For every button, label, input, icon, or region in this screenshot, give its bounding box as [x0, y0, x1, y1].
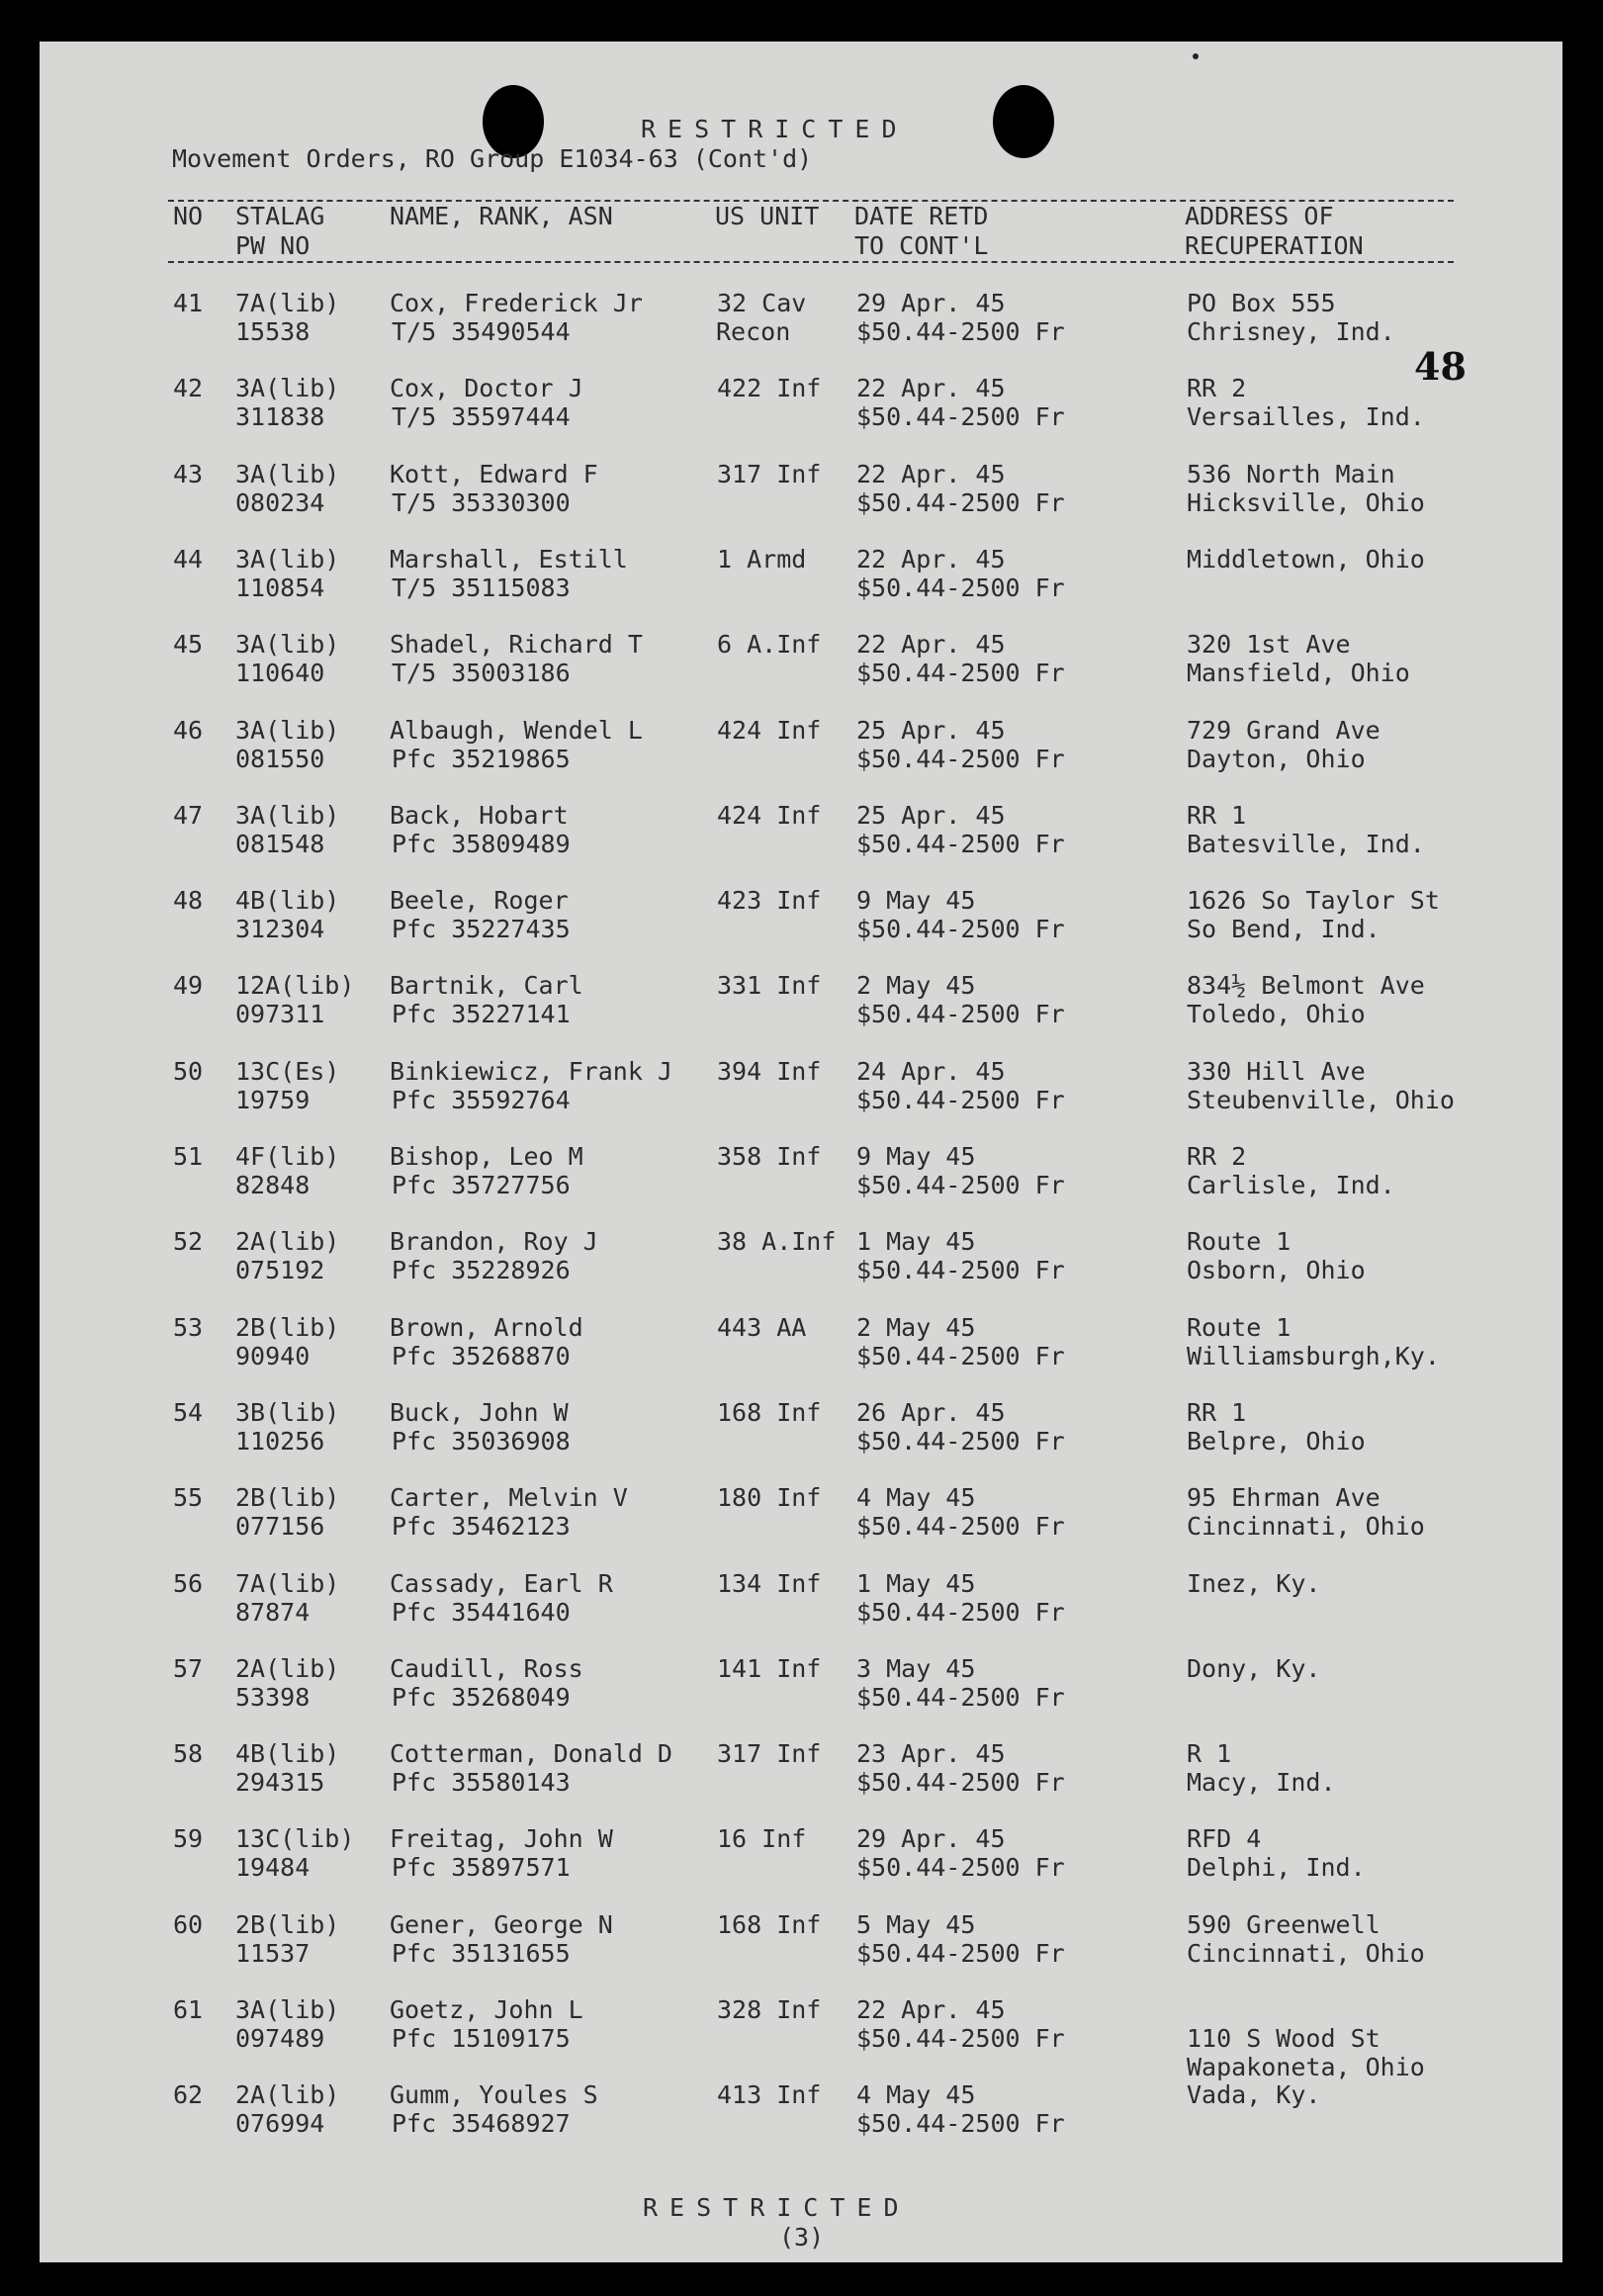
row-date: 22 Apr. 45: [856, 544, 1006, 574]
row-unit: 443 AA: [717, 1312, 807, 1342]
row-rank-asn: Pfc 35727756: [392, 1171, 571, 1199]
row-pw-no: 110256: [235, 1426, 325, 1456]
row-date: 9 May 45: [856, 886, 976, 916]
row-unit: 6 A.Inf: [717, 630, 822, 660]
row-no: 53: [173, 1312, 204, 1342]
row-date: 1 May 45: [856, 1227, 976, 1257]
row-stalag: 7A(lib): [235, 1568, 340, 1598]
row-stalag: 4F(lib): [235, 1142, 340, 1171]
row-rank-asn: Pfc 35036908: [392, 1426, 571, 1456]
row-unit: 180 Inf: [717, 1483, 822, 1513]
row-pay: $50.44-2500 Fr: [856, 487, 1065, 517]
col-no: NO: [173, 202, 204, 230]
row-unit: 424 Inf: [717, 800, 822, 830]
row-no: 46: [173, 715, 204, 745]
row-no: 62: [173, 2080, 204, 2110]
row-pay: $50.44-2500 Fr: [856, 573, 1065, 602]
col-address-2: RECUPERATION: [1185, 231, 1364, 260]
row-address-2: Belpre, Ohio: [1187, 1426, 1366, 1456]
row-no: 47: [173, 800, 204, 830]
row-no: 61: [173, 1995, 204, 2024]
row-stalag: 3A(lib): [235, 544, 340, 574]
row-stalag: 2A(lib): [235, 2080, 340, 2110]
col-name: NAME, RANK, ASN: [390, 202, 613, 230]
row-pw-no: 075192: [235, 1256, 325, 1285]
row-date: 25 Apr. 45: [856, 800, 1006, 830]
row-pay: $50.44-2500 Fr: [856, 659, 1065, 688]
row-pay: $50.44-2500 Fr: [856, 744, 1065, 773]
row-address-1: 834½ Belmont Ave: [1187, 971, 1425, 1001]
row-address-1: 590 Greenwell: [1187, 1909, 1380, 1939]
row-pw-no: 081548: [235, 829, 325, 858]
row-address-2: Cincinnati, Ohio: [1187, 1512, 1425, 1542]
footer-restricted: RESTRICTED: [643, 2193, 911, 2222]
row-rank-asn: T/5 35597444: [392, 402, 571, 432]
row-no: 54: [173, 1397, 204, 1427]
col-stalag: STALAG: [235, 202, 325, 230]
row-unit: 134 Inf: [717, 1568, 822, 1598]
row-pw-no: 080234: [235, 487, 325, 517]
row-rank-asn: Pfc 35462123: [392, 1512, 571, 1542]
row-name: Cassady, Earl R: [390, 1568, 613, 1598]
row-unit: 317 Inf: [717, 459, 822, 488]
row-stalag: 3B(lib): [235, 1397, 340, 1427]
row-pw-no: 53398: [235, 1682, 311, 1712]
row-pay: $50.44-2500 Fr: [856, 1426, 1065, 1456]
row-pw-no: 90940: [235, 1341, 311, 1370]
row-unit: 423 Inf: [717, 886, 822, 916]
col-address: ADDRESS OF: [1185, 202, 1334, 230]
row-address-2: Macy, Ind.: [1187, 1768, 1336, 1798]
row-pw-no: 076994: [235, 2109, 325, 2139]
row-date: 2 May 45: [856, 971, 976, 1001]
row-pw-no: 077156: [235, 1512, 325, 1542]
row-date: 25 Apr. 45: [856, 715, 1006, 745]
document-page: [40, 42, 1562, 2262]
row-date: 22 Apr. 45: [856, 630, 1006, 660]
row-address-2: Versailles, Ind.: [1187, 402, 1425, 432]
row-pay: $50.44-2500 Fr: [856, 2109, 1065, 2139]
row-rank-asn: Pfc 35219865: [392, 744, 571, 773]
row-rank-asn: T/5 35115083: [392, 573, 571, 602]
row-address-1: 729 Grand Ave: [1187, 715, 1380, 745]
row-address-1: RFD 4: [1187, 1824, 1262, 1854]
row-unit: 317 Inf: [717, 1739, 822, 1769]
row-date: 24 Apr. 45: [856, 1056, 1006, 1086]
row-address-1: Inez, Ky.: [1187, 1568, 1321, 1598]
row-rank-asn: Pfc 35468927: [392, 2109, 571, 2139]
row-no: 57: [173, 1653, 204, 1683]
speck: [1193, 53, 1199, 59]
row-name: Gumm, Youles S: [390, 2080, 598, 2110]
row-unit: 32 Cav: [717, 289, 807, 317]
row-rank-asn: T/5 35003186: [392, 659, 571, 688]
row-address-2: Hicksville, Ohio: [1187, 487, 1425, 517]
row-pw-no: 82848: [235, 1171, 311, 1199]
row-name: Albaugh, Wendel L: [390, 715, 643, 745]
row-rank-asn: Pfc 35897571: [392, 1853, 571, 1883]
row-address-1: Route 1: [1187, 1312, 1291, 1342]
row-rank-asn: T/5 35490544: [392, 317, 571, 346]
row-pay: $50.44-2500 Fr: [856, 1853, 1065, 1883]
row-date: 1 May 45: [856, 1568, 976, 1598]
row-unit: 424 Inf: [717, 715, 822, 745]
row-address-1: 330 Hill Ave: [1187, 1056, 1366, 1086]
row-pw-no: 87874: [235, 1597, 311, 1627]
row-address-1: Vada, Ky.: [1187, 2080, 1321, 2110]
row-pay: $50.44-2500 Fr: [856, 1085, 1065, 1114]
row-address-2: Steubenville, Ohio: [1187, 1085, 1455, 1114]
row-unit: 413 Inf: [717, 2080, 822, 2110]
row-pay: $50.44-2500 Fr: [856, 1256, 1065, 1285]
row-unit: 168 Inf: [717, 1397, 822, 1427]
row-stalag: 2A(lib): [235, 1653, 340, 1683]
row-unit: 1 Armd: [717, 544, 807, 574]
row-address-2: Osborn, Ohio: [1187, 1256, 1366, 1285]
row-address-1: R 1: [1187, 1739, 1232, 1769]
row-rank-asn: Pfc 35580143: [392, 1768, 571, 1798]
row-pw-no: 312304: [235, 915, 325, 944]
row-no: 58: [173, 1739, 204, 1769]
row-stalag: 3A(lib): [235, 374, 340, 403]
row-stalag: 4B(lib): [235, 886, 340, 916]
row-address-1: RR 2: [1187, 374, 1247, 403]
row-rank-asn: Pfc 35441640: [392, 1597, 571, 1627]
row-address-2: So Bend, Ind.: [1187, 915, 1380, 944]
row-rank-asn: Pfc 35268870: [392, 1341, 571, 1370]
row-name: Carter, Melvin V: [390, 1483, 628, 1513]
row-address-2: Mansfield, Ohio: [1187, 659, 1410, 688]
row-unit: 16 Inf: [717, 1824, 807, 1854]
row-stalag: 3A(lib): [235, 630, 340, 660]
row-date: 4 May 45: [856, 1483, 976, 1513]
row-pay: $50.44-2500 Fr: [856, 915, 1065, 944]
row-unit: 328 Inf: [717, 1995, 822, 2024]
row-pay: $50.44-2500 Fr: [856, 1512, 1065, 1542]
document-title: Movement Orders, RO Group E1034-63 (Cont'd): [172, 144, 813, 173]
row-stalag: 2B(lib): [235, 1483, 340, 1513]
punch-hole-right: [993, 85, 1054, 158]
row-date: 22 Apr. 45: [856, 1995, 1006, 2024]
row-name: Brandon, Roy J: [390, 1227, 598, 1257]
row-name: Marshall, Estill: [390, 544, 628, 574]
row-name: Caudill, Ross: [390, 1653, 583, 1683]
row-pw-no: 11537: [235, 1938, 311, 1968]
row-unit: 141 Inf: [717, 1653, 822, 1683]
row-pw-no: 311838: [235, 402, 325, 432]
row-name: Cox, Doctor J: [390, 374, 583, 403]
row-stalag: 3A(lib): [235, 459, 340, 488]
row-date: 23 Apr. 45: [856, 1739, 1006, 1769]
row-stalag: 3A(lib): [235, 800, 340, 830]
row-address-1: RR 2: [1187, 1142, 1247, 1171]
row-rank-asn: Pfc 35227435: [392, 915, 571, 944]
row-address-2: Dayton, Ohio: [1187, 744, 1366, 773]
row-unit: 394 Inf: [717, 1056, 822, 1086]
row-no: 42: [173, 374, 204, 403]
row-pw-no: 15538: [235, 317, 311, 346]
row-date: 3 May 45: [856, 1653, 976, 1683]
row-name: Freitag, John W: [390, 1824, 613, 1854]
row-no: 41: [173, 289, 204, 317]
row-stalag: 3A(lib): [235, 715, 340, 745]
row-stalag: 2A(lib): [235, 1227, 340, 1257]
row-pay: $50.44-2500 Fr: [856, 402, 1065, 432]
row-rank-asn: Pfc 35228926: [392, 1256, 571, 1285]
row-no: 49: [173, 971, 204, 1001]
row-unit: 168 Inf: [717, 1909, 822, 1939]
row-date: 29 Apr. 45: [856, 289, 1006, 317]
row-stalag: 2B(lib): [235, 1312, 340, 1342]
row-unit: 331 Inf: [717, 971, 822, 1001]
row-address-2: Carlisle, Ind.: [1187, 1171, 1395, 1199]
row-address-1: 536 North Main: [1187, 459, 1395, 488]
row-name: Kott, Edward F: [390, 459, 598, 488]
row-name: Cox, Frederick Jr: [390, 289, 643, 317]
row-date: 5 May 45: [856, 1909, 976, 1939]
row-unit-2: Recon: [716, 317, 791, 346]
row-name: Back, Hobart: [390, 800, 569, 830]
row-name: Bartnik, Carl: [390, 971, 583, 1001]
row-address-3: Wapakoneta, Ohio: [1187, 2053, 1425, 2081]
page-number: 48: [1414, 344, 1467, 389]
row-address-1: Middletown, Ohio: [1187, 544, 1425, 574]
row-name: Bishop, Leo M: [390, 1142, 583, 1171]
header-restricted: RESTRICTED: [641, 115, 909, 143]
row-stalag: 12A(lib): [235, 971, 355, 1001]
row-pay: $50.44-2500 Fr: [856, 2024, 1065, 2053]
col-date-2: TO CONT'L: [854, 231, 989, 260]
row-rank-asn: Pfc 35809489: [392, 829, 571, 858]
row-address-2: Chrisney, Ind.: [1187, 317, 1395, 346]
row-pay: $50.44-2500 Fr: [856, 1000, 1065, 1029]
row-no: 51: [173, 1142, 204, 1171]
row-pay: $50.44-2500 Fr: [856, 1341, 1065, 1370]
row-stalag: 2B(lib): [235, 1909, 340, 1939]
row-pw-no: 097489: [235, 2024, 325, 2053]
row-rank-asn: Pfc 35131655: [392, 1938, 571, 1968]
row-rank-asn: Pfc 15109175: [392, 2024, 571, 2053]
row-address-1: 320 1st Ave: [1187, 630, 1351, 660]
row-pw-no: 097311: [235, 1000, 325, 1029]
row-address-2: Toledo, Ohio: [1187, 1000, 1366, 1029]
col-unit: US UNIT: [715, 202, 820, 230]
row-rank-asn: T/5 35330300: [392, 487, 571, 517]
header-rule-bottom: [168, 261, 1454, 263]
row-pw-no: 110854: [235, 573, 325, 602]
row-no: 43: [173, 459, 204, 488]
row-no: 44: [173, 544, 204, 574]
row-date: 2 May 45: [856, 1312, 976, 1342]
row-address-2: Williamsburgh,Ky.: [1187, 1341, 1440, 1370]
row-no: 50: [173, 1056, 204, 1086]
row-address-2: 110 S Wood St: [1187, 2024, 1380, 2053]
row-pay: $50.44-2500 Fr: [856, 829, 1065, 858]
row-address-1: PO Box 555: [1187, 289, 1336, 317]
row-pw-no: 19484: [235, 1853, 311, 1883]
col-date: DATE RETD: [854, 202, 989, 230]
row-pw-no: 294315: [235, 1768, 325, 1798]
row-date: 9 May 45: [856, 1142, 976, 1171]
row-no: 56: [173, 1568, 204, 1598]
row-address-1: RR 1: [1187, 800, 1247, 830]
row-date: 26 Apr. 45: [856, 1397, 1006, 1427]
row-address-2: Batesville, Ind.: [1187, 829, 1425, 858]
row-name: Shadel, Richard T: [390, 630, 643, 660]
row-pw-no: 081550: [235, 744, 325, 773]
row-stalag: 4B(lib): [235, 1739, 340, 1769]
row-date: 4 May 45: [856, 2080, 976, 2110]
row-pay: $50.44-2500 Fr: [856, 1597, 1065, 1627]
row-no: 55: [173, 1483, 204, 1513]
row-pay: $50.44-2500 Fr: [856, 317, 1065, 346]
row-address-2: Cincinnati, Ohio: [1187, 1938, 1425, 1968]
footer-page: (3): [779, 2223, 825, 2252]
row-stalag: 7A(lib): [235, 289, 340, 317]
row-address-1: 95 Ehrman Ave: [1187, 1483, 1380, 1513]
row-name: Beele, Roger: [390, 886, 569, 916]
row-address-1: Dony, Ky.: [1187, 1653, 1321, 1683]
row-unit: 422 Inf: [717, 374, 822, 403]
row-no: 45: [173, 630, 204, 660]
row-name: Gener, George N: [390, 1909, 613, 1939]
row-unit: 38 A.Inf: [717, 1227, 837, 1257]
row-pw-no: 110640: [235, 659, 325, 688]
row-name: Cotterman, Donald D: [390, 1739, 672, 1769]
row-address-1: 1626 So Taylor St: [1187, 886, 1440, 916]
row-unit: 358 Inf: [717, 1142, 822, 1171]
row-name: Buck, John W: [390, 1397, 569, 1427]
row-rank-asn: Pfc 35268049: [392, 1682, 571, 1712]
row-stalag: 13C(lib): [235, 1824, 355, 1854]
row-no: 60: [173, 1909, 204, 1939]
row-name: Binkiewicz, Frank J: [390, 1056, 672, 1086]
row-rank-asn: Pfc 35592764: [392, 1085, 571, 1114]
col-pw-no: PW NO: [235, 231, 311, 260]
row-date: 29 Apr. 45: [856, 1824, 1006, 1854]
row-pay: $50.44-2500 Fr: [856, 1768, 1065, 1798]
row-pay: $50.44-2500 Fr: [856, 1938, 1065, 1968]
row-address-1: Route 1: [1187, 1227, 1291, 1257]
row-rank-asn: Pfc 35227141: [392, 1000, 571, 1029]
row-name: Goetz, John L: [390, 1995, 583, 2024]
row-no: 48: [173, 886, 204, 916]
row-pay: $50.44-2500 Fr: [856, 1171, 1065, 1199]
row-name: Brown, Arnold: [390, 1312, 583, 1342]
row-date: 22 Apr. 45: [856, 374, 1006, 403]
row-pay: $50.44-2500 Fr: [856, 1682, 1065, 1712]
row-no: 52: [173, 1227, 204, 1257]
row-address-1: RR 1: [1187, 1397, 1247, 1427]
row-stalag: 3A(lib): [235, 1995, 340, 2024]
row-date: 22 Apr. 45: [856, 459, 1006, 488]
row-address-2: Delphi, Ind.: [1187, 1853, 1366, 1883]
row-pw-no: 19759: [235, 1085, 311, 1114]
row-no: 59: [173, 1824, 204, 1854]
row-stalag: 13C(Es): [235, 1056, 340, 1086]
